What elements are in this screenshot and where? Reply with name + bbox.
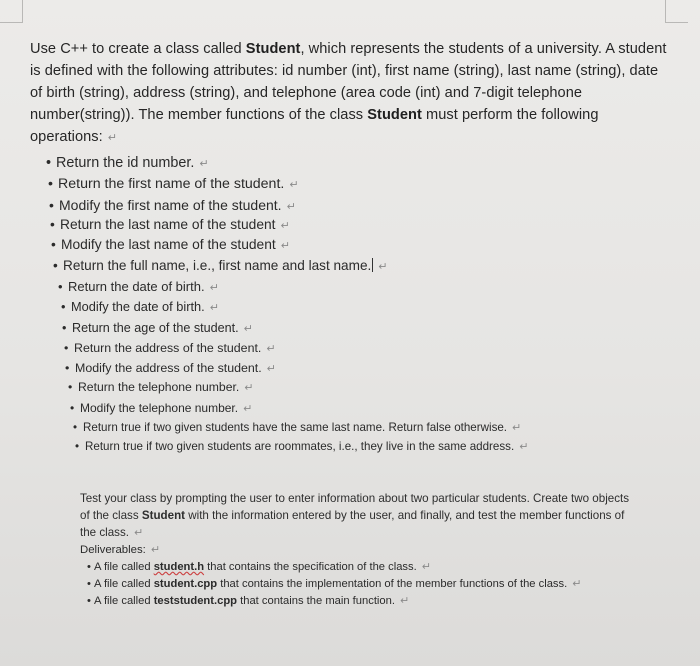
operation-item: • Return the last name of the student ↵ [60,215,290,236]
operation-item: • Return the date of birth. ↵ [68,277,219,298]
operation-item: • Return true if two given students are roommates, i.e., they live in the same address. ↵ [85,437,528,457]
class-name: Student [141,509,186,522]
test-paragraph: Test your class by prompting the user to enter information about two particular students. Create two objects of the class Student with the information entered by the user, and finally, and test the member functions of the class. ↵ [80,492,630,539]
file-name: teststudent.cpp [153,595,237,607]
file-name: student.h [153,561,205,573]
margin-corner-mark [0,0,23,23]
assignment-body [30,38,670,453]
deliverable-item: • A file called student.h that contains the specification of the class. ↵ [94,559,624,576]
operation-item: • Return the first name of the student. ↵ [58,174,299,195]
deliverable-item: • A file called student.cpp that contains the implementation of the member functions of the class. ↵ [94,576,624,593]
deliverables-title: Deliverables: ↵ [80,544,161,556]
operation-item: • Modify the telephone number. ↵ [80,398,252,419]
operation-item: • Modify the address of the student. ↵ [75,358,276,379]
operation-item: • Return true if two given students have the same last name. Return false otherwise. ↵ [83,418,521,438]
operation-item: • Return the address of the student. ↵ [74,338,276,359]
operation-item: • Modify the last name of the student ↵ [61,235,290,256]
paragraph-mark: ↵ [107,132,118,144]
operation-item: • Return the id number. ↵ [56,153,209,174]
operation-item: • Return the telephone number. ↵ [78,377,253,398]
operation-item: • Modify the date of birth. ↵ [71,297,219,318]
file-name: student.cpp [153,578,218,590]
deliverables-list [80,559,640,610]
class-name: Student [367,107,422,123]
class-name: Student [245,41,301,57]
deliverable-item: • A file called teststudent.cpp that contains the main function. ↵ [94,593,624,610]
operation-item: • Return the age of the student. ↵ [72,318,253,339]
test-section [80,490,640,610]
operation-item: • Modify the first name of the student. ↵ [59,195,296,217]
operation-item: • Return the full name, i.e., first name and last name. ↵ [63,256,388,277]
text-cursor [372,258,373,272]
margin-corner-mark [665,0,688,23]
operations-list [30,153,670,453]
intro-paragraph: Use C++ to create a class called Student, which represents the students of a university. A student is defined with the following attributes: id number (int), first name (string), last name (string), date of birth (string), address (string), and telephone (area code (int) and 7-digit telephone number(string)). The member functions of the class Student must perform the following operations: ↵ [30,41,667,145]
